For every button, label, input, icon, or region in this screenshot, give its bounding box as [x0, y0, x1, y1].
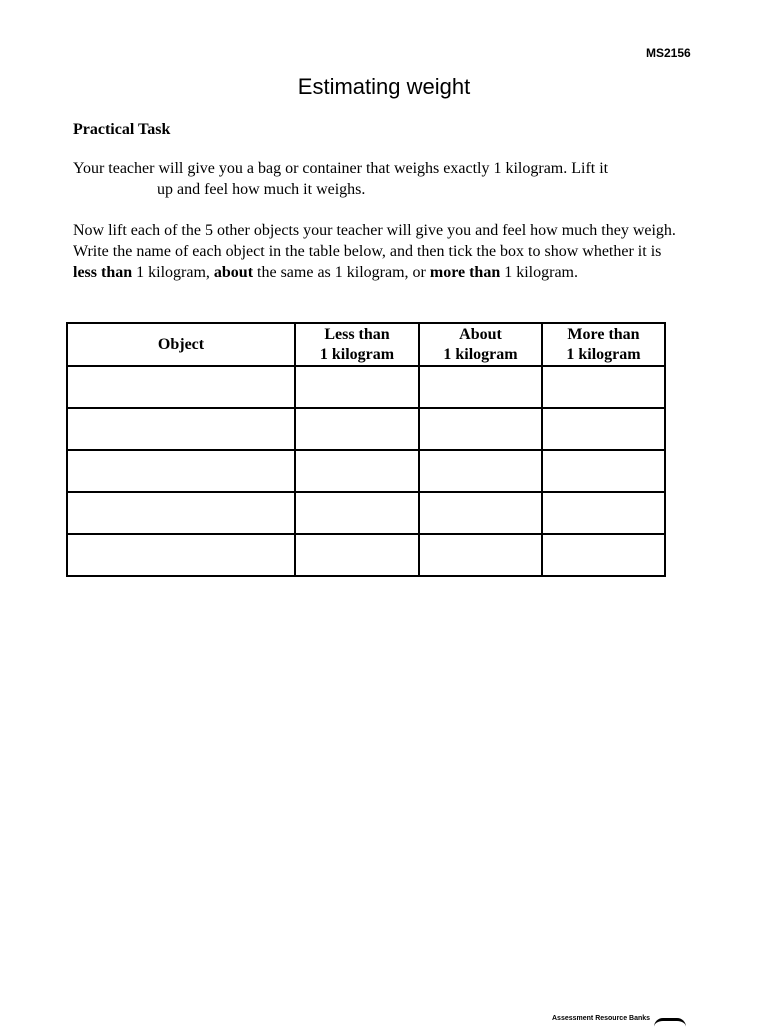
- instruction-text: Now lift each of the 5 other objects your teacher will give you and feel how much they weigh. Write the name of each object in the table below, and then tick the box to show whether it is: [73, 222, 676, 260]
- header-more-than-line-1: More than: [567, 325, 640, 343]
- table-row: [67, 408, 665, 450]
- less-than-checkbox-cell[interactable]: [295, 408, 419, 450]
- header-about: [419, 323, 542, 366]
- emphasis-more-than: more than: [429, 264, 501, 281]
- weight-table: [66, 322, 666, 577]
- more-than-checkbox-cell[interactable]: [542, 534, 665, 576]
- document-code: MS2156: [646, 46, 691, 60]
- table-row: [67, 366, 665, 408]
- about-checkbox-cell[interactable]: [419, 492, 542, 534]
- header-less-than-line-2: 1 kilogram: [319, 345, 395, 363]
- less-than-checkbox-cell[interactable]: [295, 534, 419, 576]
- about-checkbox-cell[interactable]: [419, 408, 542, 450]
- header-object: Object: [67, 323, 295, 366]
- footer-logo: [552, 1015, 686, 1027]
- header-less-than: [295, 323, 419, 366]
- header-less-than-line-1: Less than: [324, 325, 390, 343]
- less-than-checkbox-cell[interactable]: [295, 450, 419, 492]
- about-checkbox-cell[interactable]: [419, 534, 542, 576]
- less-than-checkbox-cell[interactable]: [295, 366, 419, 408]
- section-heading: Practical Task: [73, 121, 171, 138]
- object-cell[interactable]: [67, 492, 295, 534]
- emphasis-less-than: less than: [73, 264, 133, 281]
- footer-logo-text: Assessment Resource Banks: [552, 1015, 651, 1022]
- about-checkbox-cell[interactable]: [419, 450, 542, 492]
- about-checkbox-cell[interactable]: [419, 366, 542, 408]
- table-header-row: [67, 323, 665, 366]
- logo-mark-icon: [654, 1018, 686, 1027]
- instruction-paragraph-1: [73, 158, 693, 200]
- instruction-text: the same as 1 kilogram, or: [253, 264, 430, 281]
- table-row: [67, 534, 665, 576]
- instruction-paragraph-2: [73, 220, 685, 283]
- header-about-line-1: About: [459, 325, 502, 343]
- table-body: [67, 366, 665, 576]
- more-than-checkbox-cell[interactable]: [542, 492, 665, 534]
- page-title: Estimating weight: [297, 74, 471, 99]
- header-more-than-line-2: 1 kilogram: [566, 345, 641, 363]
- object-cell[interactable]: [67, 366, 295, 408]
- instruction-text: 1 kilogram,: [132, 264, 214, 281]
- header-about-line-2: 1 kilogram: [443, 345, 518, 363]
- less-than-checkbox-cell[interactable]: [295, 492, 419, 534]
- table-row: [67, 450, 665, 492]
- header-more-than: [542, 323, 665, 366]
- object-cell[interactable]: [67, 450, 295, 492]
- more-than-checkbox-cell[interactable]: [542, 366, 665, 408]
- more-than-checkbox-cell[interactable]: [542, 408, 665, 450]
- instruction-line-2: up and feel how much it weighs.: [157, 181, 366, 198]
- emphasis-about: about: [213, 264, 254, 281]
- more-than-checkbox-cell[interactable]: [542, 450, 665, 492]
- instruction-text: 1 kilogram.: [500, 264, 578, 281]
- object-cell[interactable]: [67, 534, 295, 576]
- object-cell[interactable]: [67, 408, 295, 450]
- table-row: [67, 492, 665, 534]
- instruction-line-1: Your teacher will give you a bag or container that weighs exactly 1 kilogram. Lift it: [73, 160, 609, 177]
